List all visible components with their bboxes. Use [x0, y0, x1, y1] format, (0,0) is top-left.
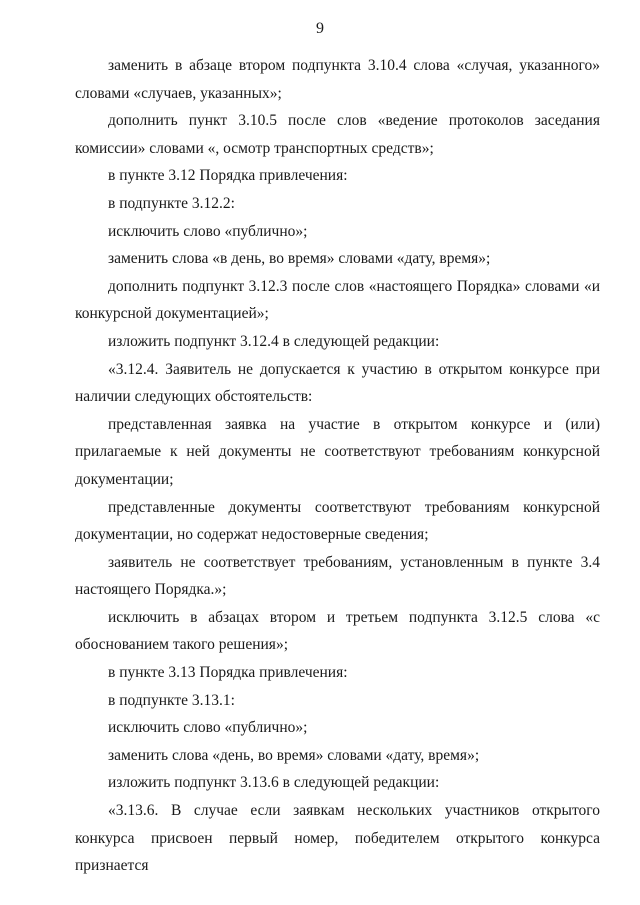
paragraph: в подпункте 3.12.2: [108, 194, 235, 212]
paragraph: «3.12.4. Заявитель не допускается к участию в открытом конкурсе при наличии следующих обстоятельств: [75, 360, 600, 406]
paragraph: заменить в абзаце втором подпункта 3.10.4 слова «случая, указанного» словами «случаев, указанных»; [75, 57, 600, 102]
page-number: 9 [316, 20, 324, 37]
paragraph: представленная заявка на участие в открытом конкурсе и (или) прилагаемые к ней документы не соответствуют требованиям конкурсной документации; [75, 415, 600, 488]
paragraph: заявитель не соответствует требованиям, установленным в пункте 3.4 настоящего Порядка.»; [75, 553, 600, 599]
paragraph: исключить в абзацах втором и третьем подпункта 3.12.5 слова «с обоснованием такого решения»; [75, 608, 600, 654]
paragraph: в подпункте 3.13.1: [108, 691, 235, 709]
paragraph: заменить слова «день, во время» словами «дату, время»; [108, 746, 480, 764]
document-body [75, 52, 600, 880]
paragraph: в пункте 3.13 Порядка привлечения: [108, 664, 348, 682]
paragraph: представленные документы соответствуют требованиям конкурсной документации, но содержат недостоверные сведения; [75, 498, 600, 544]
paragraph: дополнить пункт 3.10.5 после слов «ведение протоколов заседания комиссии» словами «, осмотр транспортных средств»; [75, 112, 600, 157]
paragraph: заменить слова «в день, во время» словами «дату, время»; [108, 250, 491, 268]
paragraph: «3.13.6. В случае если заявкам нескольких участников открытого конкурса присвоен первый номер, победителем открытого конкурса признается [75, 802, 600, 875]
paragraph: исключить слово «публично»; [108, 222, 308, 240]
paragraph: дополнить подпункт 3.12.3 после слов «настоящего Порядка» словами «и конкурсной документацией»; [75, 277, 600, 323]
paragraph: в пункте 3.12 Порядка привлечения: [108, 167, 348, 185]
paragraph: изложить подпункт 3.12.4 в следующей редакции: [108, 332, 440, 350]
paragraph: изложить подпункт 3.13.6 в следующей редакции: [108, 774, 440, 792]
paragraph: исключить слово «публично»; [108, 719, 308, 737]
